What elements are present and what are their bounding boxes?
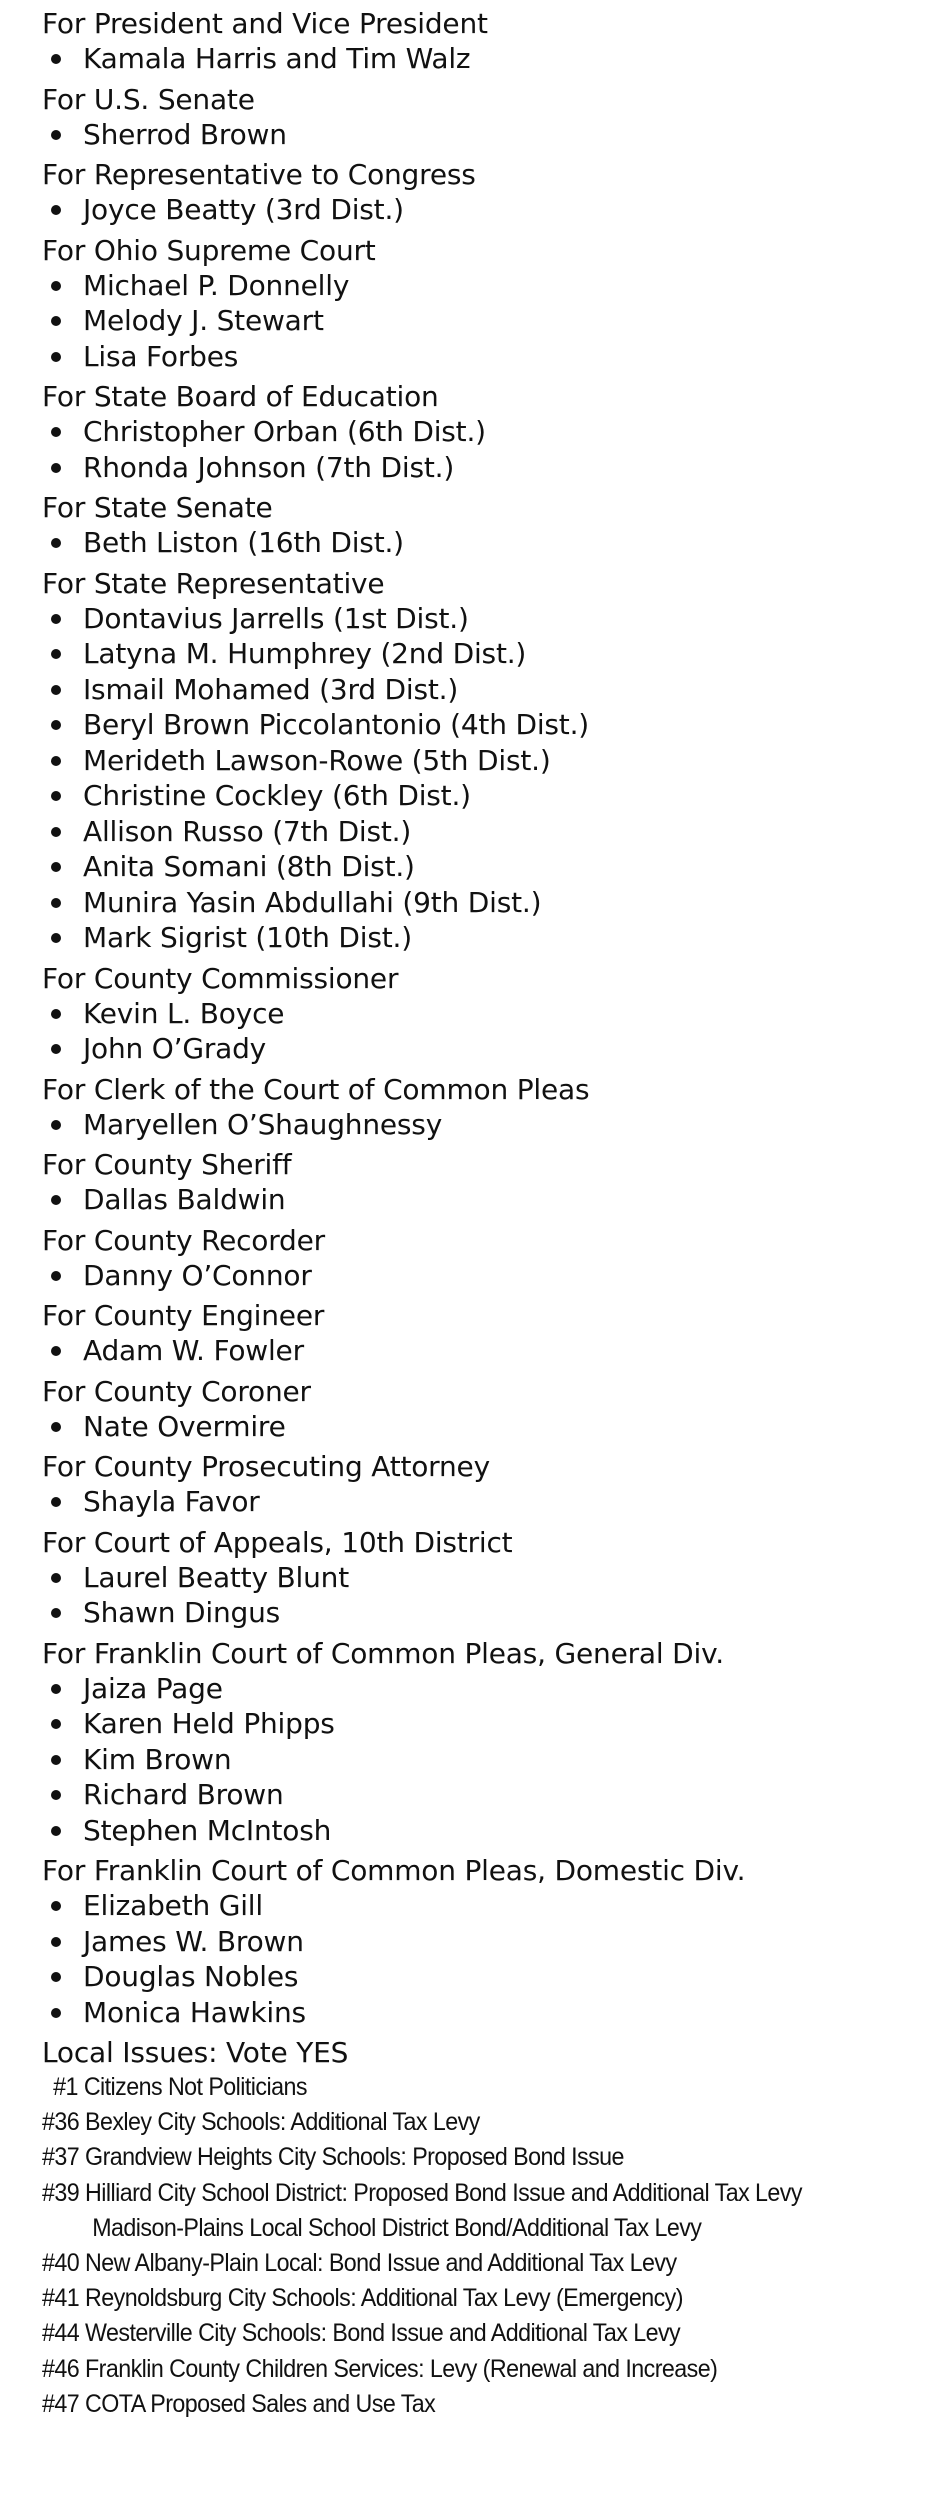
candidate-name: Ismail Mohamed (3rd Dist.) xyxy=(83,672,459,706)
race-section xyxy=(42,1374,922,1450)
bullet-icon xyxy=(51,463,61,473)
voter-guide xyxy=(42,6,922,2422)
candidate-item xyxy=(42,1888,922,1924)
issue-text: Madison-Plains Local School District Bond/Additional Tax Levy xyxy=(92,2213,702,2242)
local-issue-item xyxy=(42,2140,860,2175)
candidate-list xyxy=(42,1671,922,1849)
candidate-name: Monica Hawkins xyxy=(83,1995,306,2029)
candidate-item xyxy=(42,1258,922,1294)
race-heading: For Ohio Supreme Court xyxy=(42,233,376,267)
race-section xyxy=(42,1072,922,1148)
race-heading: For County Engineer xyxy=(42,1299,325,1332)
candidate-name: Shayla Favor xyxy=(83,1485,260,1518)
issue-text: COTA Proposed Sales and Use Tax xyxy=(85,2389,436,2418)
bullet-icon xyxy=(51,2008,61,2018)
candidate-name: Rhonda Johnson (7th Dist.) xyxy=(83,450,455,484)
candidate-item xyxy=(42,1924,922,1960)
race-heading: For County Coroner xyxy=(42,1374,311,1408)
candidate-list xyxy=(42,1484,922,1520)
issue-text: Westerville City Schools: Bond Issue and Additional Tax Levy xyxy=(85,2319,681,2348)
issue-number: #44 xyxy=(42,2319,80,2348)
candidate-item xyxy=(42,1182,922,1218)
race-section xyxy=(42,1298,922,1374)
race-heading: For County Prosecuting Attorney xyxy=(42,1450,490,1483)
bullet-icon xyxy=(51,756,61,766)
bullet-icon xyxy=(51,281,61,291)
candidate-name: Joyce Beatty (3rd Dist.) xyxy=(83,193,404,226)
bullet-icon xyxy=(51,352,61,362)
issue-text: New Albany-Plain Local: Bond Issue and Additional Tax Levy xyxy=(85,2249,677,2278)
candidate-name: Nate Overmire xyxy=(83,1409,286,1443)
candidate-item xyxy=(42,1959,922,1995)
race-section xyxy=(42,961,922,1072)
race-section xyxy=(42,233,922,380)
bullet-icon xyxy=(51,827,61,837)
issue-number: #41 xyxy=(42,2284,80,2313)
candidate-list xyxy=(42,1107,922,1143)
race-section xyxy=(42,1223,922,1299)
candidate-item xyxy=(42,996,922,1032)
bullet-icon xyxy=(51,1972,61,1982)
candidate-name: Mark Sigrist (10th Dist.) xyxy=(83,921,412,954)
candidate-item xyxy=(42,1706,922,1742)
bullet-icon xyxy=(51,316,61,326)
race-heading: For County Recorder xyxy=(42,1223,325,1257)
candidate-name: Kamala Harris and Tim Walz xyxy=(83,42,471,75)
candidate-name: Beryl Brown Piccolantonio (4th Dist.) xyxy=(83,708,589,741)
bullet-icon xyxy=(51,1937,61,1947)
candidate-list xyxy=(42,192,922,228)
race-section xyxy=(42,379,922,490)
local-issue-item xyxy=(42,2281,860,2316)
candidate-item xyxy=(42,525,922,561)
issue-number: #1 xyxy=(53,2073,78,2101)
issue-number: #47 xyxy=(42,2389,80,2418)
race-heading: For Franklin Court of Common Pleas, Domestic Div. xyxy=(42,1854,746,1887)
candidate-item xyxy=(42,41,922,77)
candidate-item xyxy=(42,1560,922,1596)
issue-number: #46 xyxy=(42,2354,80,2383)
race-heading: For President and Vice President xyxy=(42,7,488,40)
bullet-icon xyxy=(51,720,61,730)
bullet-icon xyxy=(51,933,61,943)
candidate-name: Lisa Forbes xyxy=(83,339,239,373)
candidate-item xyxy=(42,339,922,375)
candidate-item xyxy=(42,1484,922,1520)
candidate-item xyxy=(42,1595,922,1631)
issue-text: Reynoldsburg City Schools: Additional Tax Levy (Emergency) xyxy=(85,2284,683,2313)
candidate-list xyxy=(42,601,922,956)
bullet-icon xyxy=(51,898,61,908)
candidate-name: Christopher Orban (6th Dist.) xyxy=(83,415,486,448)
candidate-list xyxy=(42,117,922,153)
bullet-icon xyxy=(51,130,61,140)
candidate-name: James W. Brown xyxy=(83,1924,304,1958)
candidate-item xyxy=(42,672,922,708)
candidate-item xyxy=(42,743,922,779)
candidate-item xyxy=(42,885,922,921)
race-heading: For County Sheriff xyxy=(42,1148,292,1181)
candidate-name: Latyna M. Humphrey (2nd Dist.) xyxy=(83,637,527,670)
candidate-name: Shawn Dingus xyxy=(83,1596,281,1629)
candidate-name: Richard Brown xyxy=(83,1778,284,1811)
candidate-item xyxy=(42,414,922,450)
candidate-item xyxy=(42,1409,922,1445)
race-heading: For State Board of Education xyxy=(42,380,439,413)
bullet-icon xyxy=(51,427,61,437)
candidate-name: Christine Cockley (6th Dist.) xyxy=(83,779,471,812)
local-issues-list xyxy=(42,2070,922,2422)
candidate-list xyxy=(42,525,922,561)
candidate-item xyxy=(42,636,922,672)
candidate-name: Michael P. Donnelly xyxy=(83,268,350,302)
bullet-icon xyxy=(51,862,61,872)
bullet-icon xyxy=(51,1684,61,1694)
candidate-list xyxy=(42,414,922,485)
local-issue-item xyxy=(42,2387,860,2422)
candidate-name: Douglas Nobles xyxy=(83,1960,299,1993)
local-issue-item xyxy=(42,2352,860,2387)
race-heading: For County Commissioner xyxy=(42,961,399,995)
bullet-icon xyxy=(51,1790,61,1800)
candidate-name: Stephen McIntosh xyxy=(83,1813,332,1847)
candidate-list xyxy=(42,268,922,375)
races-list xyxy=(42,6,922,2035)
bullet-icon xyxy=(51,1719,61,1729)
bullet-icon xyxy=(51,1044,61,1054)
candidate-name: Melody J. Stewart xyxy=(83,304,324,337)
issue-text: Citizens Not Politicians xyxy=(83,2073,307,2101)
race-heading: For U.S. Senate xyxy=(42,82,255,116)
race-section xyxy=(42,1147,922,1223)
race-section xyxy=(42,1853,922,2035)
race-section xyxy=(42,490,922,566)
candidate-item xyxy=(42,849,922,885)
candidate-name: Munira Yasin Abdullahi (9th Dist.) xyxy=(83,885,542,919)
race-section xyxy=(42,6,922,82)
race-heading: For Court of Appeals, 10th District xyxy=(42,1525,513,1559)
candidate-list xyxy=(42,1333,922,1369)
candidate-name: Adam W. Fowler xyxy=(83,1334,304,1367)
race-heading: For Representative to Congress xyxy=(42,158,476,191)
candidate-name: Sherrod Brown xyxy=(83,117,287,151)
candidate-item xyxy=(42,814,922,850)
candidate-name: Kim Brown xyxy=(83,1742,232,1776)
local-issue-item xyxy=(42,2176,860,2211)
race-section xyxy=(42,157,922,233)
candidate-name: Laurel Beatty Blunt xyxy=(83,1560,349,1594)
bullet-icon xyxy=(51,1608,61,1618)
issue-number: #37 xyxy=(42,2143,80,2172)
bullet-icon xyxy=(51,1009,61,1019)
issue-number: #36 xyxy=(42,2108,80,2137)
candidate-list xyxy=(42,1560,922,1631)
candidate-item xyxy=(42,1995,922,2031)
candidate-item xyxy=(42,1333,922,1369)
candidate-list xyxy=(42,996,922,1067)
candidate-item xyxy=(42,268,922,304)
bullet-icon xyxy=(51,1120,61,1130)
bullet-icon xyxy=(51,1497,61,1507)
race-section xyxy=(42,1636,922,1854)
bullet-icon xyxy=(51,1346,61,1356)
bullet-icon xyxy=(51,1573,61,1583)
race-section xyxy=(42,566,922,961)
bullet-icon xyxy=(51,1422,61,1432)
bullet-icon xyxy=(51,614,61,624)
candidate-name: Elizabeth Gill xyxy=(83,1889,263,1922)
candidate-name: Maryellen O’Shaughnessy xyxy=(83,1107,443,1141)
candidate-item xyxy=(42,1742,922,1778)
candidate-item xyxy=(42,303,922,339)
candidate-item xyxy=(42,601,922,637)
race-heading: For Clerk of the Court of Common Pleas xyxy=(42,1072,590,1106)
candidate-list xyxy=(42,1258,922,1294)
race-section xyxy=(42,1525,922,1636)
local-issues-section xyxy=(42,2035,922,2422)
candidate-name: Karen Held Phipps xyxy=(83,1707,335,1740)
bullet-icon xyxy=(51,649,61,659)
issue-text: Hilliard City School District: Proposed Bond Issue and Additional Tax Levy xyxy=(85,2178,802,2207)
local-issue-item xyxy=(42,2246,860,2281)
local-issue-item xyxy=(42,2070,860,2105)
bullet-icon xyxy=(51,205,61,215)
local-issue-item xyxy=(42,2105,860,2140)
candidate-list xyxy=(42,1888,922,2030)
bullet-icon xyxy=(51,1901,61,1911)
candidate-list xyxy=(42,41,922,77)
candidate-name: Danny O’Connor xyxy=(83,1258,312,1292)
candidate-name: Dontavius Jarrells (1st Dist.) xyxy=(83,601,469,635)
bullet-icon xyxy=(51,1755,61,1765)
candidate-name: Dallas Baldwin xyxy=(83,1183,286,1216)
candidate-list xyxy=(42,1409,922,1445)
race-heading: For Franklin Court of Common Pleas, General Div. xyxy=(42,1636,724,1670)
bullet-icon xyxy=(51,1271,61,1281)
candidate-item xyxy=(42,1777,922,1813)
candidate-name: Anita Somani (8th Dist.) xyxy=(83,850,415,883)
candidate-list xyxy=(42,1182,922,1218)
candidate-name: Beth Liston (16th Dist.) xyxy=(83,526,404,559)
bullet-icon xyxy=(51,54,61,64)
race-section xyxy=(42,82,922,158)
candidate-item xyxy=(42,1031,922,1067)
local-issue-item xyxy=(42,2316,860,2351)
issue-number: #40 xyxy=(42,2249,80,2278)
candidate-name: Allison Russo (7th Dist.) xyxy=(83,814,412,848)
candidate-item xyxy=(42,117,922,153)
race-section xyxy=(42,1449,922,1525)
local-issues-heading: Local Issues: Vote YES xyxy=(42,2036,349,2069)
issue-text: Franklin County Children Services: Levy (Renewal and Increase) xyxy=(85,2354,718,2383)
bullet-icon xyxy=(51,685,61,695)
bullet-icon xyxy=(51,791,61,801)
candidate-item xyxy=(42,450,922,486)
race-heading: For State Representative xyxy=(42,566,385,600)
issue-text: Grandview Heights City Schools: Proposed Bond Issue xyxy=(85,2143,624,2172)
candidate-name: Kevin L. Boyce xyxy=(83,996,285,1030)
candidate-item xyxy=(42,192,922,228)
candidate-name: Merideth Lawson-Rowe (5th Dist.) xyxy=(83,743,551,777)
issue-text: Bexley City Schools: Additional Tax Levy xyxy=(85,2108,480,2137)
bullet-icon xyxy=(51,1826,61,1836)
candidate-item xyxy=(42,1813,922,1849)
candidate-name: Jaiza Page xyxy=(83,1671,223,1705)
candidate-item xyxy=(42,778,922,814)
candidate-name: John O’Grady xyxy=(83,1032,267,1065)
candidate-item xyxy=(42,1107,922,1143)
candidate-item xyxy=(42,707,922,743)
bullet-icon xyxy=(51,538,61,548)
local-issue-item xyxy=(42,2211,860,2246)
race-heading: For State Senate xyxy=(42,491,273,524)
issue-number: #39 xyxy=(42,2178,80,2207)
candidate-item xyxy=(42,920,922,956)
bullet-icon xyxy=(51,1195,61,1205)
candidate-item xyxy=(42,1671,922,1707)
